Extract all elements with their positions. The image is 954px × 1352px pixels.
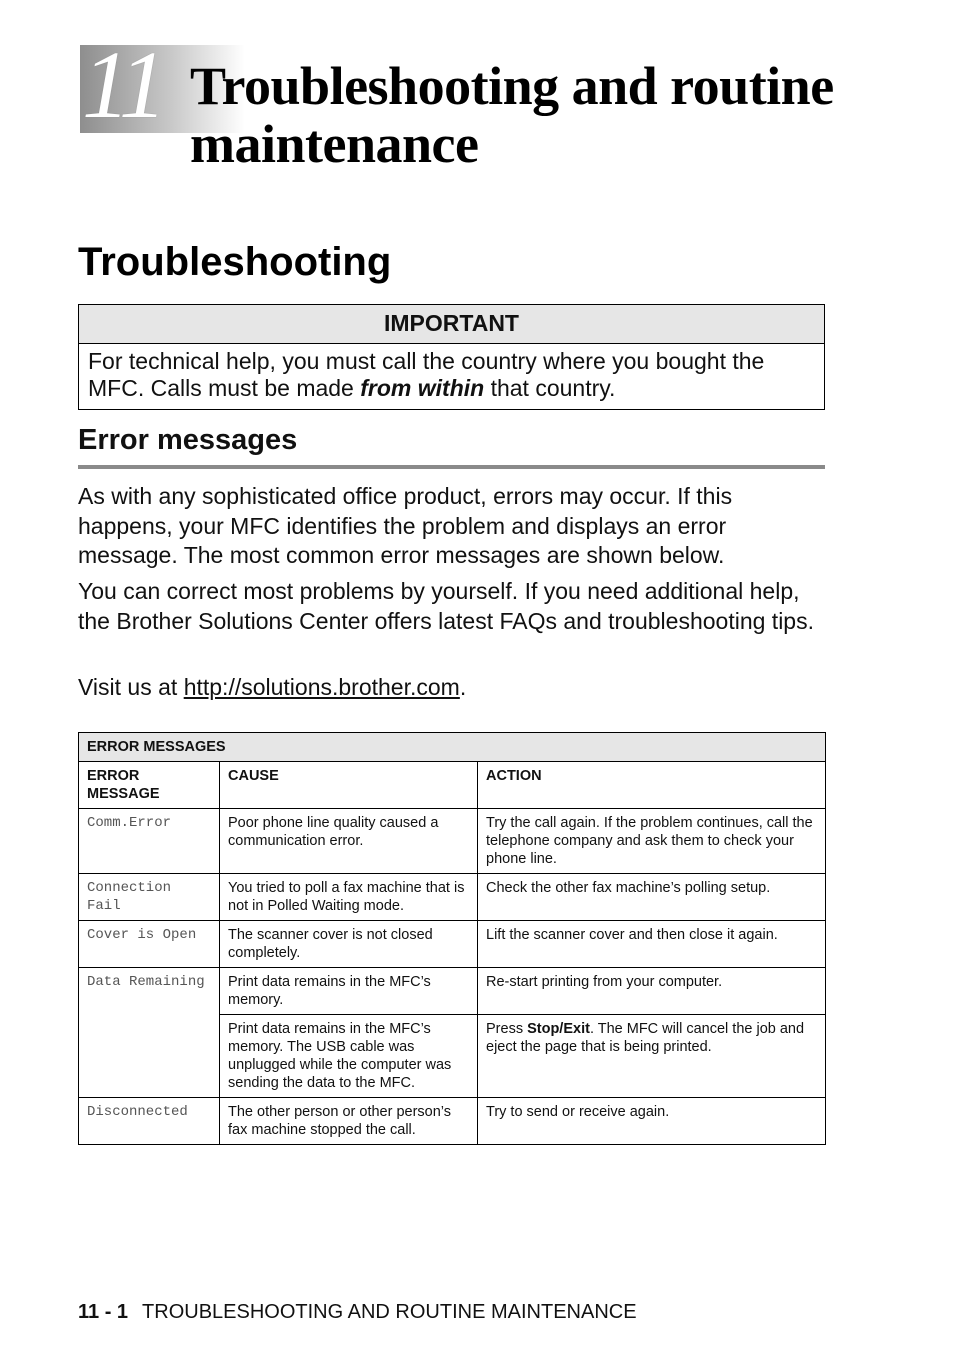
action-cell: Lift the scanner cover and then close it again.	[478, 921, 826, 968]
action-cell: Try to send or receive again.	[478, 1098, 826, 1145]
header-cause: CAUSE	[220, 762, 478, 809]
visit-paragraph	[78, 673, 828, 703]
footer-title: TROUBLESHOOTING AND ROUTINE MAINTENANCE	[142, 1301, 637, 1323]
intro-paragraph: As with any sophisticated office product, errors may occur. If this happens, your MFC identifies the problem and displays an error message. The most common error messages are shown below.	[78, 483, 733, 568]
cause-cell: The scanner cover is not closed completely.	[220, 921, 478, 968]
chapter-header	[80, 31, 840, 185]
chapter-title: Troubleshooting and routine maintenance	[190, 56, 834, 174]
section-title: Troubleshooting	[78, 240, 392, 284]
visit-suffix: .	[459, 674, 467, 700]
stop-exit-key: Stop/Exit	[527, 1021, 590, 1037]
important-heading: IMPORTANT	[79, 305, 824, 344]
error-message-cell: Connection Fail	[79, 874, 220, 921]
table-row	[79, 1098, 826, 1145]
solutions-link[interactable]: http://solutions.brother.com	[183, 674, 460, 700]
cause-cell: Poor phone line quality caused a communication error.	[220, 809, 478, 874]
header-error-message: ERROR MESSAGE	[79, 762, 220, 809]
important-text	[79, 344, 824, 409]
error-message-cell: Disconnected	[79, 1098, 220, 1145]
action-cell	[478, 1015, 826, 1098]
cause-cell: The other person or other person’s fax machine stopped the call.	[220, 1098, 478, 1145]
header-action: ACTION	[478, 762, 826, 809]
table-caption: ERROR MESSAGES	[79, 733, 826, 762]
error-message-cell: Data Remaining	[79, 968, 220, 1098]
important-notice	[78, 304, 825, 410]
action-cell: Re-start printing from your computer.	[478, 968, 826, 1015]
important-text-before: For technical help, you must call the country where you bought the MFC. Calls must be made	[88, 348, 765, 401]
action-prefix: Press	[486, 1021, 528, 1037]
cause-cell: Print data remains in the MFC’s memory.	[220, 968, 478, 1015]
error-messages-table	[78, 732, 826, 1145]
table-row	[79, 809, 826, 874]
visit-prefix: Visit us at	[78, 674, 184, 700]
page-footer	[78, 1301, 637, 1324]
action-cell: Try the call again. If the problem continues, call the telephone company and ask them to check your phone line.	[478, 809, 826, 874]
cause-cell: You tried to poll a fax machine that is not in Polled Waiting mode.	[220, 874, 478, 921]
table-row	[79, 874, 826, 921]
page-number: 11 - 1	[78, 1301, 129, 1323]
cause-cell: Print data remains in the MFC’s memory. The USB cable was unplugged while the computer was sending the data to the MFC.	[220, 1015, 478, 1098]
action-cell: Check the other fax machine’s polling setup.	[478, 874, 826, 921]
subsection-title: Error messages	[78, 424, 825, 469]
table-row	[79, 921, 826, 968]
important-text-after: that country.	[484, 375, 616, 401]
self-help-paragraph: You can correct most problems by yourself. If you need additional help, the Brother Solutions Center offers latest FAQs and troubleshooting tips.	[78, 578, 814, 634]
error-message-cell: Cover is Open	[79, 921, 220, 968]
chapter-number: 11	[82, 31, 163, 138]
table-row	[79, 968, 826, 1015]
error-message-cell: Comm.Error	[79, 809, 220, 874]
action-suffix: . The MFC will cancel the job and eject the page that is being printed.	[486, 1021, 805, 1055]
important-text-emphasis: from within	[360, 375, 485, 401]
